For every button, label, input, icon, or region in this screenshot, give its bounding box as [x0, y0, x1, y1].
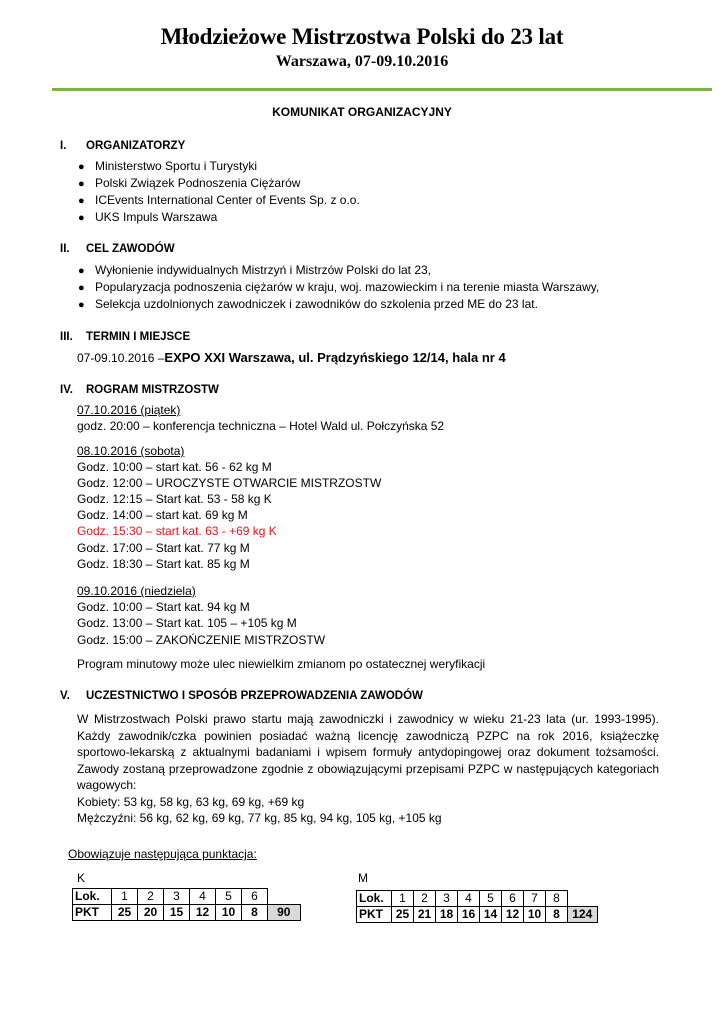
- schedule-row: Godz. 18:30 – Start kat. 85 kg M: [77, 557, 250, 571]
- table-cell: 8: [546, 907, 568, 923]
- table-cell: 2: [138, 889, 164, 905]
- table-cell: 5: [216, 889, 242, 905]
- table-cell: 6: [502, 891, 524, 907]
- schedule-note: Program minutowy może ulec niewielkim zmianom po ostatecznej weryfikacji: [77, 657, 486, 671]
- total-cell: 90: [268, 905, 301, 921]
- paragraph-line: Każdy zawodnik/czka powinien posiadać ważną licencję zawodniczą PZPC na rok 2016, książeczkę: [77, 728, 659, 743]
- bullet-icon: ●: [78, 282, 85, 294]
- table-cell: 15: [164, 905, 190, 921]
- section-number: I.: [60, 140, 67, 152]
- schedule-row: godz. 20:00 – konferencja techniczna – Hotel Wald ul. Połczyńska 52: [77, 419, 445, 433]
- participation-paragraph: [77, 711, 659, 827]
- organizers-list: [78, 158, 360, 226]
- list-item: ● Popularyzacja podnoszenia ciężarów w kraju, woj. mazowieckim i na terenie miasta Warszawy,: [78, 279, 599, 296]
- bullet-icon: ●: [78, 265, 85, 277]
- schedule-row: Godz. 10:00 – Start kat. 94 kg M: [77, 600, 250, 614]
- table-cell: PKT: [357, 907, 392, 923]
- list-item: ● Polski Związek Podnoszenia Ciężarów: [78, 175, 360, 192]
- schedule-row: Godz. 13:00 – Start kat. 105 – +105 kg M: [77, 616, 297, 630]
- paragraph-line: sportowo-lekarską z aktualnymi badaniami i wpisem formuły antydopingowej oraz dokument tożsamości.: [77, 745, 659, 759]
- event-place: EXPO XXI Warszawa, ul. Prądzyńskiego 12/14, hala nr 4: [164, 350, 506, 365]
- paragraph-line: Zawody zostaną przeprowadzone zgodnie z obowiązującymi przepisami PZPC w następujących kategoriach: [77, 761, 659, 776]
- header-divider: [52, 88, 712, 91]
- section-2-heading: [60, 243, 175, 255]
- table-row: [357, 891, 598, 907]
- women-table-label: K: [77, 871, 86, 885]
- table-cell: 7: [524, 891, 546, 907]
- table-cell: 21: [414, 907, 436, 923]
- men-scoring-table: [356, 890, 598, 923]
- bullet-icon: ●: [78, 178, 85, 190]
- section-1-heading: [60, 140, 185, 152]
- section-title: ORGANIZATORZY: [86, 140, 186, 152]
- table-cell: 12: [190, 905, 216, 921]
- table-cell: [268, 889, 301, 905]
- women-categories: Kobiety: 53 kg, 58 kg, 63 kg, 69 kg, +69 kg: [77, 794, 305, 809]
- table-cell: 10: [216, 905, 242, 921]
- schedule-row: Godz. 14:00 – start kat. 69 kg M: [77, 508, 248, 522]
- table-cell: 4: [190, 889, 216, 905]
- table-cell: 12: [502, 907, 524, 923]
- list-item: ● ICEvents International Center of Events Sp. z o.o.: [78, 192, 360, 209]
- komunikat-heading: KOMUNIKAT ORGANIZACYJNY: [272, 105, 452, 119]
- table-cell: Lok.: [357, 891, 392, 907]
- table-cell: PKT: [73, 905, 112, 921]
- table-cell: 16: [458, 907, 480, 923]
- section-title: CEL ZAWODÓW: [86, 243, 175, 255]
- schedule-row: Godz. 17:00 – Start kat. 77 kg M: [77, 541, 250, 555]
- table-cell: 3: [436, 891, 458, 907]
- table-row: [73, 905, 301, 921]
- section-title: TERMIN I MIEJSCE: [86, 331, 191, 343]
- list-item: ● Selekcja uzdolnionych zawodniczek i zawodników do szkolenia przed ME do 23 lat.: [78, 296, 599, 313]
- table-cell: 25: [392, 907, 414, 923]
- document-title: Młodzieżowe Mistrzostwa Polski do 23 lat: [160, 24, 564, 49]
- day-3-date: 09.10.2016 (niedziela): [77, 584, 196, 598]
- day-2-date: 08.10.2016 (sobota): [77, 444, 185, 458]
- paragraph-line: wagowych:: [77, 778, 137, 792]
- goals-list: [78, 262, 599, 313]
- schedule-row: Godz. 15:00 – ZAKOŃCZENIE MISTRZOSTW: [77, 633, 326, 647]
- table-cell: 20: [138, 905, 164, 921]
- document-subtitle: Warszawa, 07-09.10.2016: [275, 53, 449, 70]
- section-number: III.: [60, 331, 73, 343]
- bullet-icon: ●: [78, 299, 85, 311]
- table-cell: 2: [414, 891, 436, 907]
- bullet-icon: ●: [78, 212, 85, 224]
- men-categories: Mężczyźni: 56 kg, 62 kg, 69 kg, 77 kg, 85 kg, 94 kg, 105 kg, +105 kg: [77, 811, 442, 825]
- women-scoring-table: [72, 888, 301, 921]
- list-item: ● Ministerstwo Sportu i Turystyki: [78, 158, 360, 175]
- table-cell: 8: [546, 891, 568, 907]
- day-1-date: 07.10.2016 (piątek): [77, 403, 181, 417]
- event-date: 07-09.10.2016 –: [77, 351, 165, 365]
- table-cell: 25: [112, 905, 138, 921]
- table-row: [357, 907, 598, 923]
- table-cell: 6: [242, 889, 268, 905]
- table-cell: 18: [436, 907, 458, 923]
- table-cell: Lok.: [73, 889, 112, 905]
- bullet-icon: ●: [78, 161, 85, 173]
- table-cell: 4: [458, 891, 480, 907]
- section-number: V.: [60, 690, 70, 702]
- schedule-row: Godz. 12:15 – Start kat. 53 - 58 kg K: [77, 492, 272, 506]
- section-number: II.: [60, 243, 70, 255]
- table-cell: 5: [480, 891, 502, 907]
- list-item: ● Wyłonienie indywidualnych Mistrzyń i Mistrzów Polski do lat 23,: [78, 262, 599, 279]
- section-5-heading: [60, 690, 423, 702]
- table-cell: 8: [242, 905, 268, 921]
- section-number: IV.: [60, 384, 74, 396]
- paragraph-line: W Mistrzostwach Polski prawo startu mają zawodniczki i zawodnicy w wieku 21-23 lata (ur. 1993-1995).: [77, 712, 659, 726]
- schedule-row: Godz. 12:00 – UROCZYSTE OTWARCIE MISTRZOSTW: [77, 476, 382, 490]
- table-cell: 14: [480, 907, 502, 923]
- table-cell: 10: [524, 907, 546, 923]
- table-cell: 3: [164, 889, 190, 905]
- list-item: ● UKS Impuls Warszawa: [78, 209, 360, 226]
- schedule-row: Godz. 10:00 – start kat. 56 - 62 kg M: [77, 460, 272, 474]
- table-row: [73, 889, 301, 905]
- section-4-heading: [60, 384, 219, 396]
- men-table-label: M: [358, 871, 368, 885]
- total-cell: 124: [568, 907, 598, 923]
- event-date-place: [77, 350, 506, 366]
- section-3-heading: [60, 331, 190, 343]
- table-cell: [568, 891, 598, 907]
- section-title: ROGRAM MISTRZOSTW: [86, 384, 219, 396]
- bullet-icon: ●: [78, 195, 85, 207]
- table-cell: 1: [112, 889, 138, 905]
- section-title: UCZESTNICTWO I SPOSÓB PRZEPROWADZENIA ZAWODÓW: [86, 690, 423, 702]
- schedule-row-highlighted: Godz. 15:30 – start kat. 63 - +69 kg K: [77, 524, 277, 538]
- scoring-title: Obowiązuje następująca punktacja:: [68, 847, 257, 861]
- table-cell: 1: [392, 891, 414, 907]
